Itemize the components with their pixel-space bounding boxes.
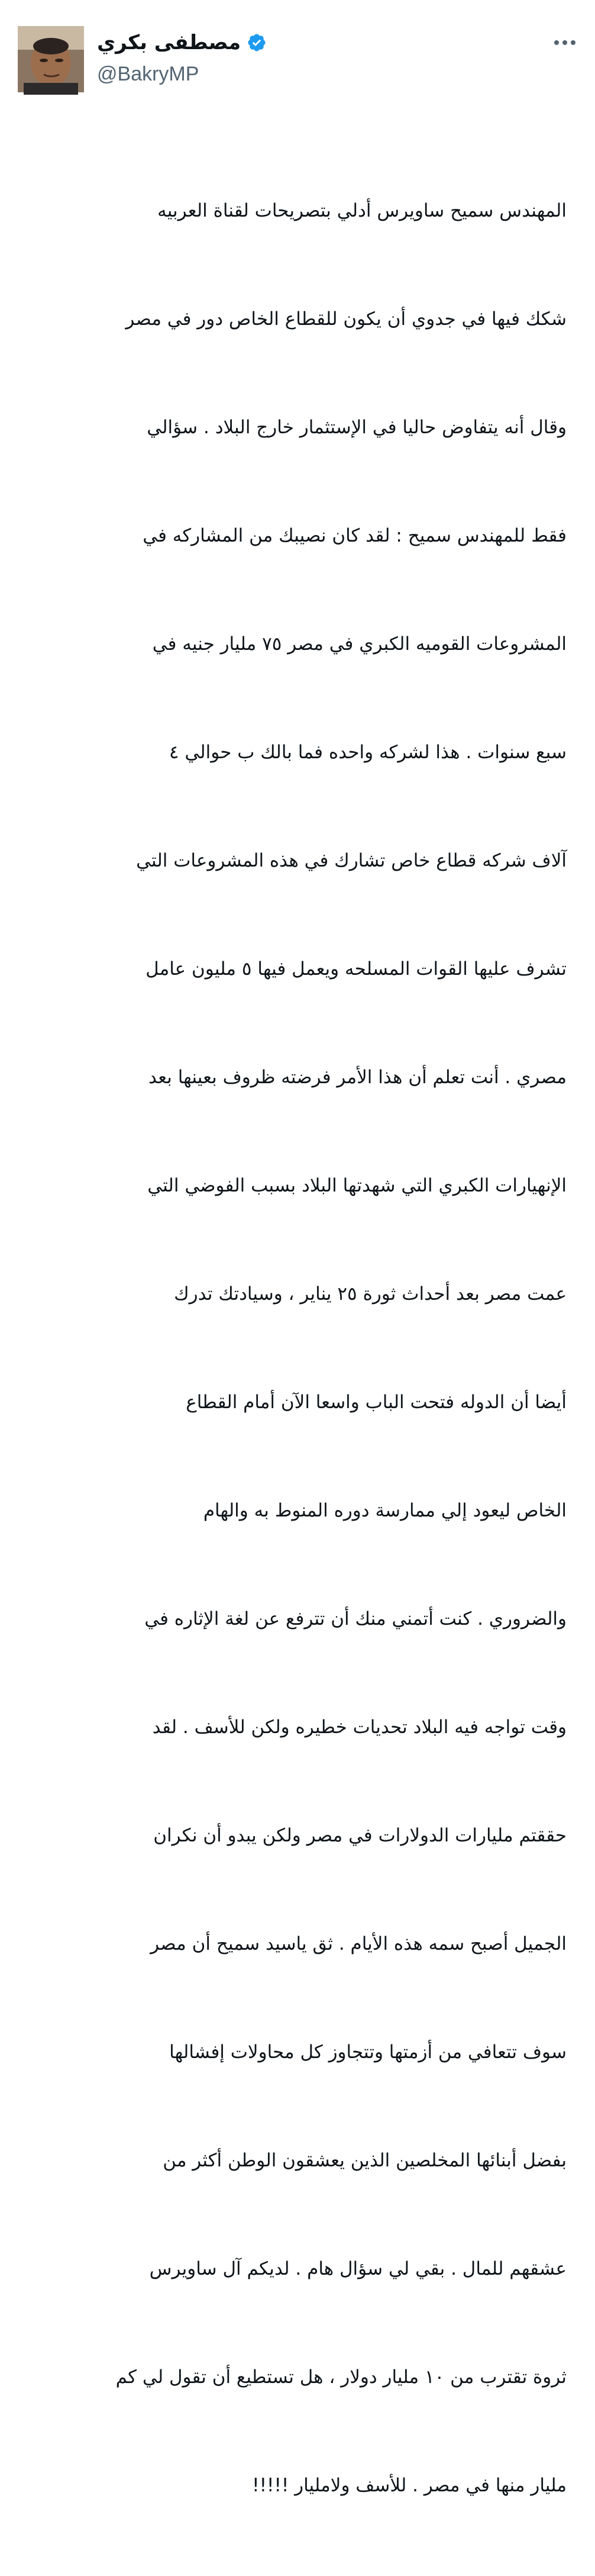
tweet-line: وقال أنه يتفاوض حاليا في الإستثمار خارج البلاد . سؤالي [147,417,567,438]
tweet-line: سوف تتعافي من أزمتها وتتجاوز كل محاولات إفشالها [169,2042,567,2063]
tweet-line: وقت تواجه فيه البلاد تحديات خطيره ولكن للأسف . لقد [152,1717,567,1738]
author-names [97,26,405,91]
tweet-text [18,121,567,2576]
tweet-line: أيضا أن الدوله فتحت الباب واسعا الآن أمام القطاع [186,1392,567,1413]
author-avatar[interactable] [18,26,84,92]
tweet-line: مصري . أنت تعلم أن هذا الأمر فرضته ظروف بعينها بعد [148,1067,567,1088]
tweet-line: شكك فيها في جدوي أن يكون للقطاع الخاص دور في مصر [125,308,567,330]
tweet-line: الخاص ليعود إلي ممارسة دوره المنوط به والهام [203,1500,567,1521]
tweet-line: ثروة تقترب من ١٠ مليار دولار ، هل تستطيع أن تقول لي كم [115,2366,567,2388]
tweet-line: فقط للمهندس سميح : لقد كان نصيبك من المشاركه في [143,525,567,546]
tweet-line: الإنهيارات الكبري التي شهدتها البلاد بسبب الفوضي التي [147,1175,567,1196]
tweet-line: المشروعات القوميه الكبري في مصر ٧٥ مليار جنيه في [152,633,567,655]
tweet-line: الجميل أصبح سمه هذه الأيام . ثق ياسيد سميح أن مصر [150,1933,567,1954]
tweet-line: آلاف شركه قطاع خاص تشارك في هذه المشروعات التي [136,850,567,871]
verified-badge-icon [247,33,267,53]
tweet-line: تشرف عليها القوات المسلحه ويعمل فيها ٥ مليون عامل [145,958,567,980]
tweet-line: عشقهم للمال . بقي لي سؤال هام . لديكم آل ساويرس [149,2258,567,2279]
avatar-photo [18,26,84,92]
tweet-line: سبع سنوات . هذا لشركه واحده فما بالك ب حوالي ٤ [169,742,567,763]
tweet-line: بفضل أبنائها المخلصين الذين يعشقون الوطن أكثر من [163,2150,567,2171]
more-horizontal-icon[interactable] [550,31,580,54]
tweet-line: حققتم مليارات الدولارات في مصر ولكن يبدو أن نكران [153,1825,567,1846]
tweet-header [18,18,580,89]
tweet-line: مليار منها في مصر . للأسف ولامليار !!!!! [252,2475,567,2496]
display-name-row [97,26,405,59]
tweet-line: عمت مصر بعد أحداث ثورة ٢٥ يناير ، وسيادتك تدرك [174,1283,567,1305]
tweet-line: المهندس سميح ساويرس أدلي بتصريحات لقناة العربيه [157,200,567,221]
tweet-line: والضروري . كنت أتمني منك أن تترفع عن لغة الإثاره في [144,1608,567,1630]
author-display-name[interactable]: مصطفى بكري [97,31,241,54]
author-handle[interactable]: @BakryMP [97,63,199,85]
